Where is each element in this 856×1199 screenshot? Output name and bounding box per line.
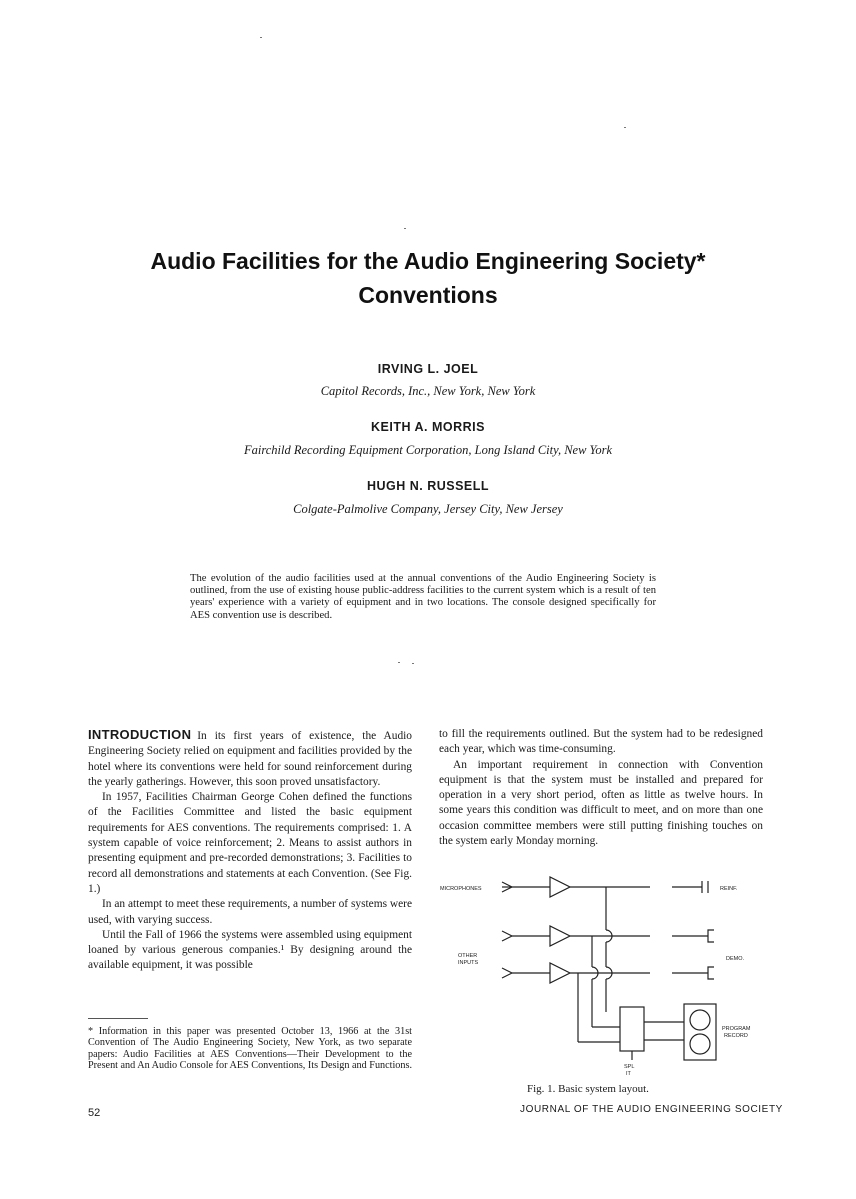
left-column bbox=[88, 727, 412, 974]
label-split: IT bbox=[626, 1071, 631, 1077]
body-paragraph: In 1957, Facilities Chairman George Cohen defined the functions of the Facilities Committee and listed the basic equipment requirements for AES conventions. The requirements comprised: 1. A system capable of voice reinforcement; 2. Means to assist authors in presenting equipment and pre-recorded demonstrations; 3. Facilities to record all demonstrations and statements at each Convention. (See Fig. 1.) bbox=[88, 791, 412, 895]
paragraph-text: In its first years of existence, the Audio Engineering Society relied on equipment and facilities provided by the hotel where its conventions were held for sound reinforcement during the yearly gatherings. However, this soon proved unsatisfactory. bbox=[88, 730, 412, 788]
page-number: 52 bbox=[88, 1107, 101, 1119]
body-paragraph: An important requirement in connection with Convention equipment is that the system must be installed and prepared for operation in a very short period, often as little as twelve hours. In some years this condition was difficult to meet, and on more than one occasion committee members were still putting finishing touches on the system early Monday morning. bbox=[439, 758, 763, 848]
section-heading: INTRODUCTION bbox=[88, 727, 192, 742]
label-program: PROGRAM bbox=[722, 1026, 751, 1032]
scan-speck bbox=[398, 662, 400, 663]
input-arrow bbox=[502, 968, 512, 978]
scan-speck bbox=[404, 228, 406, 229]
abstract: The evolution of the audio facilities used at the annual conventions of the Audio Engineering Society is outlined, from the use of existing house public-address facilities to the current system which is a result of ten years' experience with a variety of equipment and in two locations. The console designed specifically for AES convention use is described. bbox=[190, 573, 656, 621]
footnote-rule bbox=[88, 1018, 148, 1019]
body-paragraph: In an attempt to meet these requirements, a number of systems were used, with varying success. bbox=[88, 898, 412, 926]
output-terminal bbox=[708, 930, 714, 942]
scan-speck bbox=[624, 127, 626, 128]
body-paragraph: Until the Fall of 1966 the systems were assembled using equipment loaned by various generous companies.¹ By designing around the available equipment, it was possible bbox=[88, 928, 412, 972]
label-other-inputs: INPUTS bbox=[458, 960, 479, 966]
label-program: RECORD bbox=[724, 1033, 748, 1039]
label-microphones: MICROPHONES bbox=[440, 886, 482, 892]
output-terminal bbox=[708, 967, 714, 979]
author-name: HUGH N. RUSSELL bbox=[366, 479, 490, 493]
intro-paragraph bbox=[88, 727, 412, 790]
input-arrow bbox=[502, 931, 512, 941]
scan-speck bbox=[412, 663, 414, 664]
journal-footer: JOURNAL OF THE AUDIO ENGINEERING SOCIETY bbox=[520, 1104, 783, 1115]
splitter-box bbox=[620, 1007, 644, 1051]
figure-basic-system-layout bbox=[440, 872, 780, 1080]
title-line-1: Audio Facilities for the Audio Engineering Society* bbox=[150, 248, 706, 274]
author-name: IRVING L. JOEL bbox=[377, 362, 479, 376]
author-affiliation: Capitol Records, Inc., New York, New York bbox=[320, 384, 536, 398]
author-name: KEITH A. MORRIS bbox=[371, 420, 485, 434]
author-affiliation: Fairchild Recording Equipment Corporation, Long Island City, New York bbox=[243, 443, 613, 457]
label-reinforcement: REINF. bbox=[720, 886, 738, 892]
label-other-inputs: OTHER bbox=[458, 953, 478, 959]
right-column bbox=[439, 727, 763, 849]
tape-reel bbox=[690, 1034, 710, 1054]
amplifier-symbol bbox=[550, 963, 570, 983]
title-line-2: Conventions bbox=[358, 282, 498, 308]
author-affiliation: Colgate-Palmolive Company, Jersey City, New Jersey bbox=[293, 502, 563, 516]
figure-caption: Fig. 1. Basic system layout. bbox=[527, 1083, 649, 1095]
label-demo: DEMO. bbox=[726, 956, 745, 962]
tape-reel bbox=[690, 1010, 710, 1030]
label-split: SPL bbox=[624, 1064, 635, 1070]
footnote: * Information in this paper was presented October 13, 1966 at the 31st Convention of The Audio Engineering Society, New York, as two separate papers: Audio Facilities at AES Conventions—Their Development to the Present and An Audio Console for AES Conventions, Its Design and Functions. bbox=[88, 1026, 413, 1072]
tape-recorder bbox=[684, 1004, 716, 1060]
scan-speck bbox=[260, 37, 262, 38]
amplifier-symbol bbox=[550, 877, 570, 897]
paper-title bbox=[0, 244, 856, 312]
body-paragraph: to fill the requirements outlined. But the system had to be redesigned each year, which was time-consuming. bbox=[439, 728, 763, 756]
amplifier-symbol bbox=[550, 926, 570, 946]
